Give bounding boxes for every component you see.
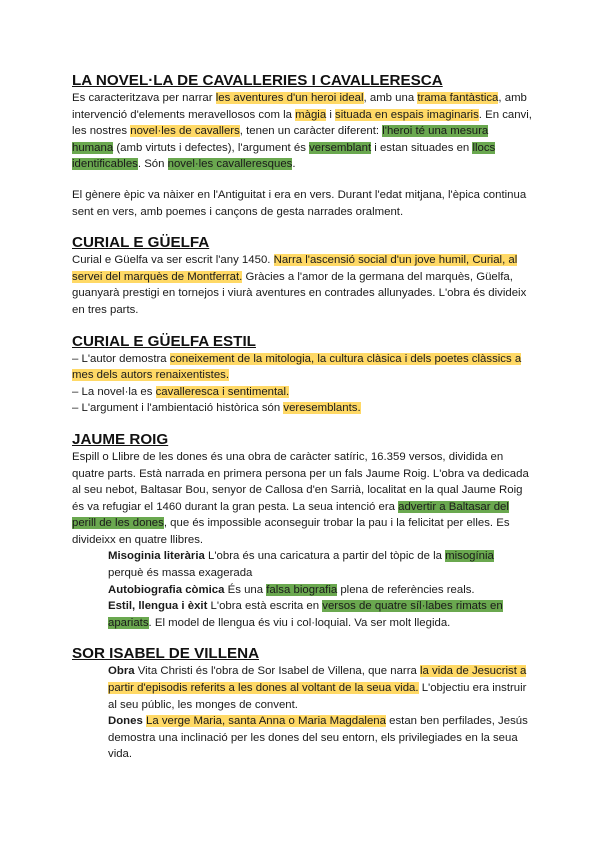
text-run: L'objectiu era instruir al seu públic, les monges de convent. [108, 682, 527, 711]
section-title-villena: SOR ISABEL DE VILLENA [72, 645, 260, 663]
highlight-green: llocs identificables [72, 141, 496, 171]
highlight-green: l'heroi té una mesura humana [72, 125, 489, 154]
text-run: Curial e Güelfa va ser escrit l'any 1450. [72, 254, 274, 267]
item-label: Misoginia literària [108, 550, 205, 563]
highlight-green: versos de quatre síl·labes rimats en apariats [108, 600, 503, 629]
highlight-green: advertir a Baltasar del perill de les dones [72, 500, 509, 530]
text-run: . En canvi, les nostres [72, 108, 532, 138]
text-run: Espill o Llibre de les dones és una obra de caràcter satíric, 16.359 versos, dividida en quatre parts. Està narrada en primera persona per un fals Jaume Roig. L'obra va dedicada al seu nebot, Baltasar Bou, senyor de Callosa d'en Sarrià, localitat en la qual Jaume Roig és va refugiar el 1460 durant la gran pesta. La seua intenció era [72, 450, 529, 513]
list-item-genre [72, 384, 532, 401]
text-run: . El model de llengua és viu i col·loquial. Va ser molt llegida. [148, 616, 451, 629]
item-label: Obra [108, 665, 135, 678]
text-run: – La novel·la es [72, 385, 156, 398]
highlight-yellow: la vida de Jesucrist a partir d'episodis referits a les dones al voltant de la seua vida. [108, 665, 527, 695]
text-run: (amb virtuts i defectes), l'argument és [113, 141, 310, 154]
list-item-mythology [72, 351, 532, 384]
text-run: Vita Christi és l'obra de Sor Isabel de Villena, que narra [134, 665, 421, 678]
highlight-yellow: cavalleresca i sentimental. [155, 385, 290, 398]
paragraph-jaume-roig [72, 449, 532, 549]
text-run: estan ben perfilades, Jesús demostra una inclinació per les dones del seu entorn, els privilegiades en la seua vida. [108, 715, 528, 761]
paragraph-novella-intro [72, 90, 532, 173]
highlight-yellow: Narra l'ascensió social d'un jove humil, Curial, al servei del marquès de Montferrat. [72, 254, 518, 283]
list-item-misoginia [72, 548, 532, 581]
highlight-yellow: veresemblants. [283, 402, 361, 415]
paragraph-curial [72, 252, 532, 318]
highlight-green: misogínia [445, 550, 494, 563]
text-run: , tenen un caràcter diferent: [239, 125, 383, 138]
item-label: Dones [108, 715, 143, 728]
text-run: i [326, 108, 336, 121]
text-run: , que és impossible aconseguir trobar la pau i la felicitat per elles. Es divideixx en quatre llibres. [72, 517, 510, 546]
text-run: plena de referències reals. [337, 583, 475, 596]
highlight-yellow: novel·les de cavallers [130, 125, 240, 138]
text-run: . Són [137, 158, 168, 171]
list-item-dones [72, 713, 532, 763]
highlight-green: versemblant [309, 141, 372, 154]
item-label: Estil, llengua i èxit [108, 600, 208, 613]
text-run: – L'autor demostra [72, 352, 170, 365]
text-run: – L'argument i l'ambientació històrica són [72, 402, 284, 415]
section-title-curial: CURIAL E GÜELFA [72, 234, 210, 252]
text-run: És una [224, 583, 267, 596]
list-item-obra [72, 663, 532, 713]
highlight-yellow: màgia [295, 108, 327, 121]
highlight-green: falsa biografia [266, 583, 338, 596]
section-title-jaume-roig: JAUME ROIG [72, 430, 169, 448]
text-run: L'obra és una caricatura a partir del tòpic de la [204, 550, 446, 563]
text-run: i estan situades en [371, 141, 473, 154]
text-run: Es caracteritzava per narrar [72, 92, 216, 104]
text-run: L'obra està escrita en [207, 600, 323, 613]
list-item-estil [72, 598, 532, 631]
item-label: Autobiografia còmica [108, 583, 225, 596]
list-item-autobiografia [72, 582, 532, 599]
text-run: , amb intervenció d'elements meravellosos com la [72, 92, 527, 121]
highlight-yellow: trama fantàstica [417, 92, 499, 104]
highlight-yellow: La verge Maria, santa Anna o Maria Magdalena [145, 715, 386, 728]
highlight-yellow: situada en espais imaginaris [335, 108, 479, 121]
text-run: . [292, 158, 296, 171]
text-run: Gràcies a l'amor de la germana del marquès, Güelfa, guanyarà prestigi en tornejos i viurà aventures en contrades allunyades. L'obra és divideix en tres parts. [72, 270, 527, 316]
section-title-novella: LA NOVEL·LA DE CAVALLERIES I CAVALLERESCA [72, 72, 443, 89]
highlight-yellow: coneixement de la mitologia, la cultura clàsica i dels poetes clàssics a mes dels autors renaixentistes. [72, 352, 522, 382]
text-run: perquè és massa exagerada [108, 567, 253, 580]
highlight-yellow: les aventures d'un heroi ideal [215, 92, 364, 104]
section-title-curial-estil: CURIAL E GÜELFA ESTIL [72, 332, 256, 350]
list-item-argument [72, 400, 532, 417]
highlight-green: novel·les cavalleresques [167, 158, 293, 171]
document-page [72, 72, 532, 763]
text-run: , amb una [363, 92, 418, 104]
paragraph-epic-genre: El gènere èpic va nàixer en l'Antiguitat i era en vers. Durant l'edat mitjana, l'èpica continua sent en vers, amb poemes i cançons de gesta narrades oralment. [72, 188, 527, 218]
